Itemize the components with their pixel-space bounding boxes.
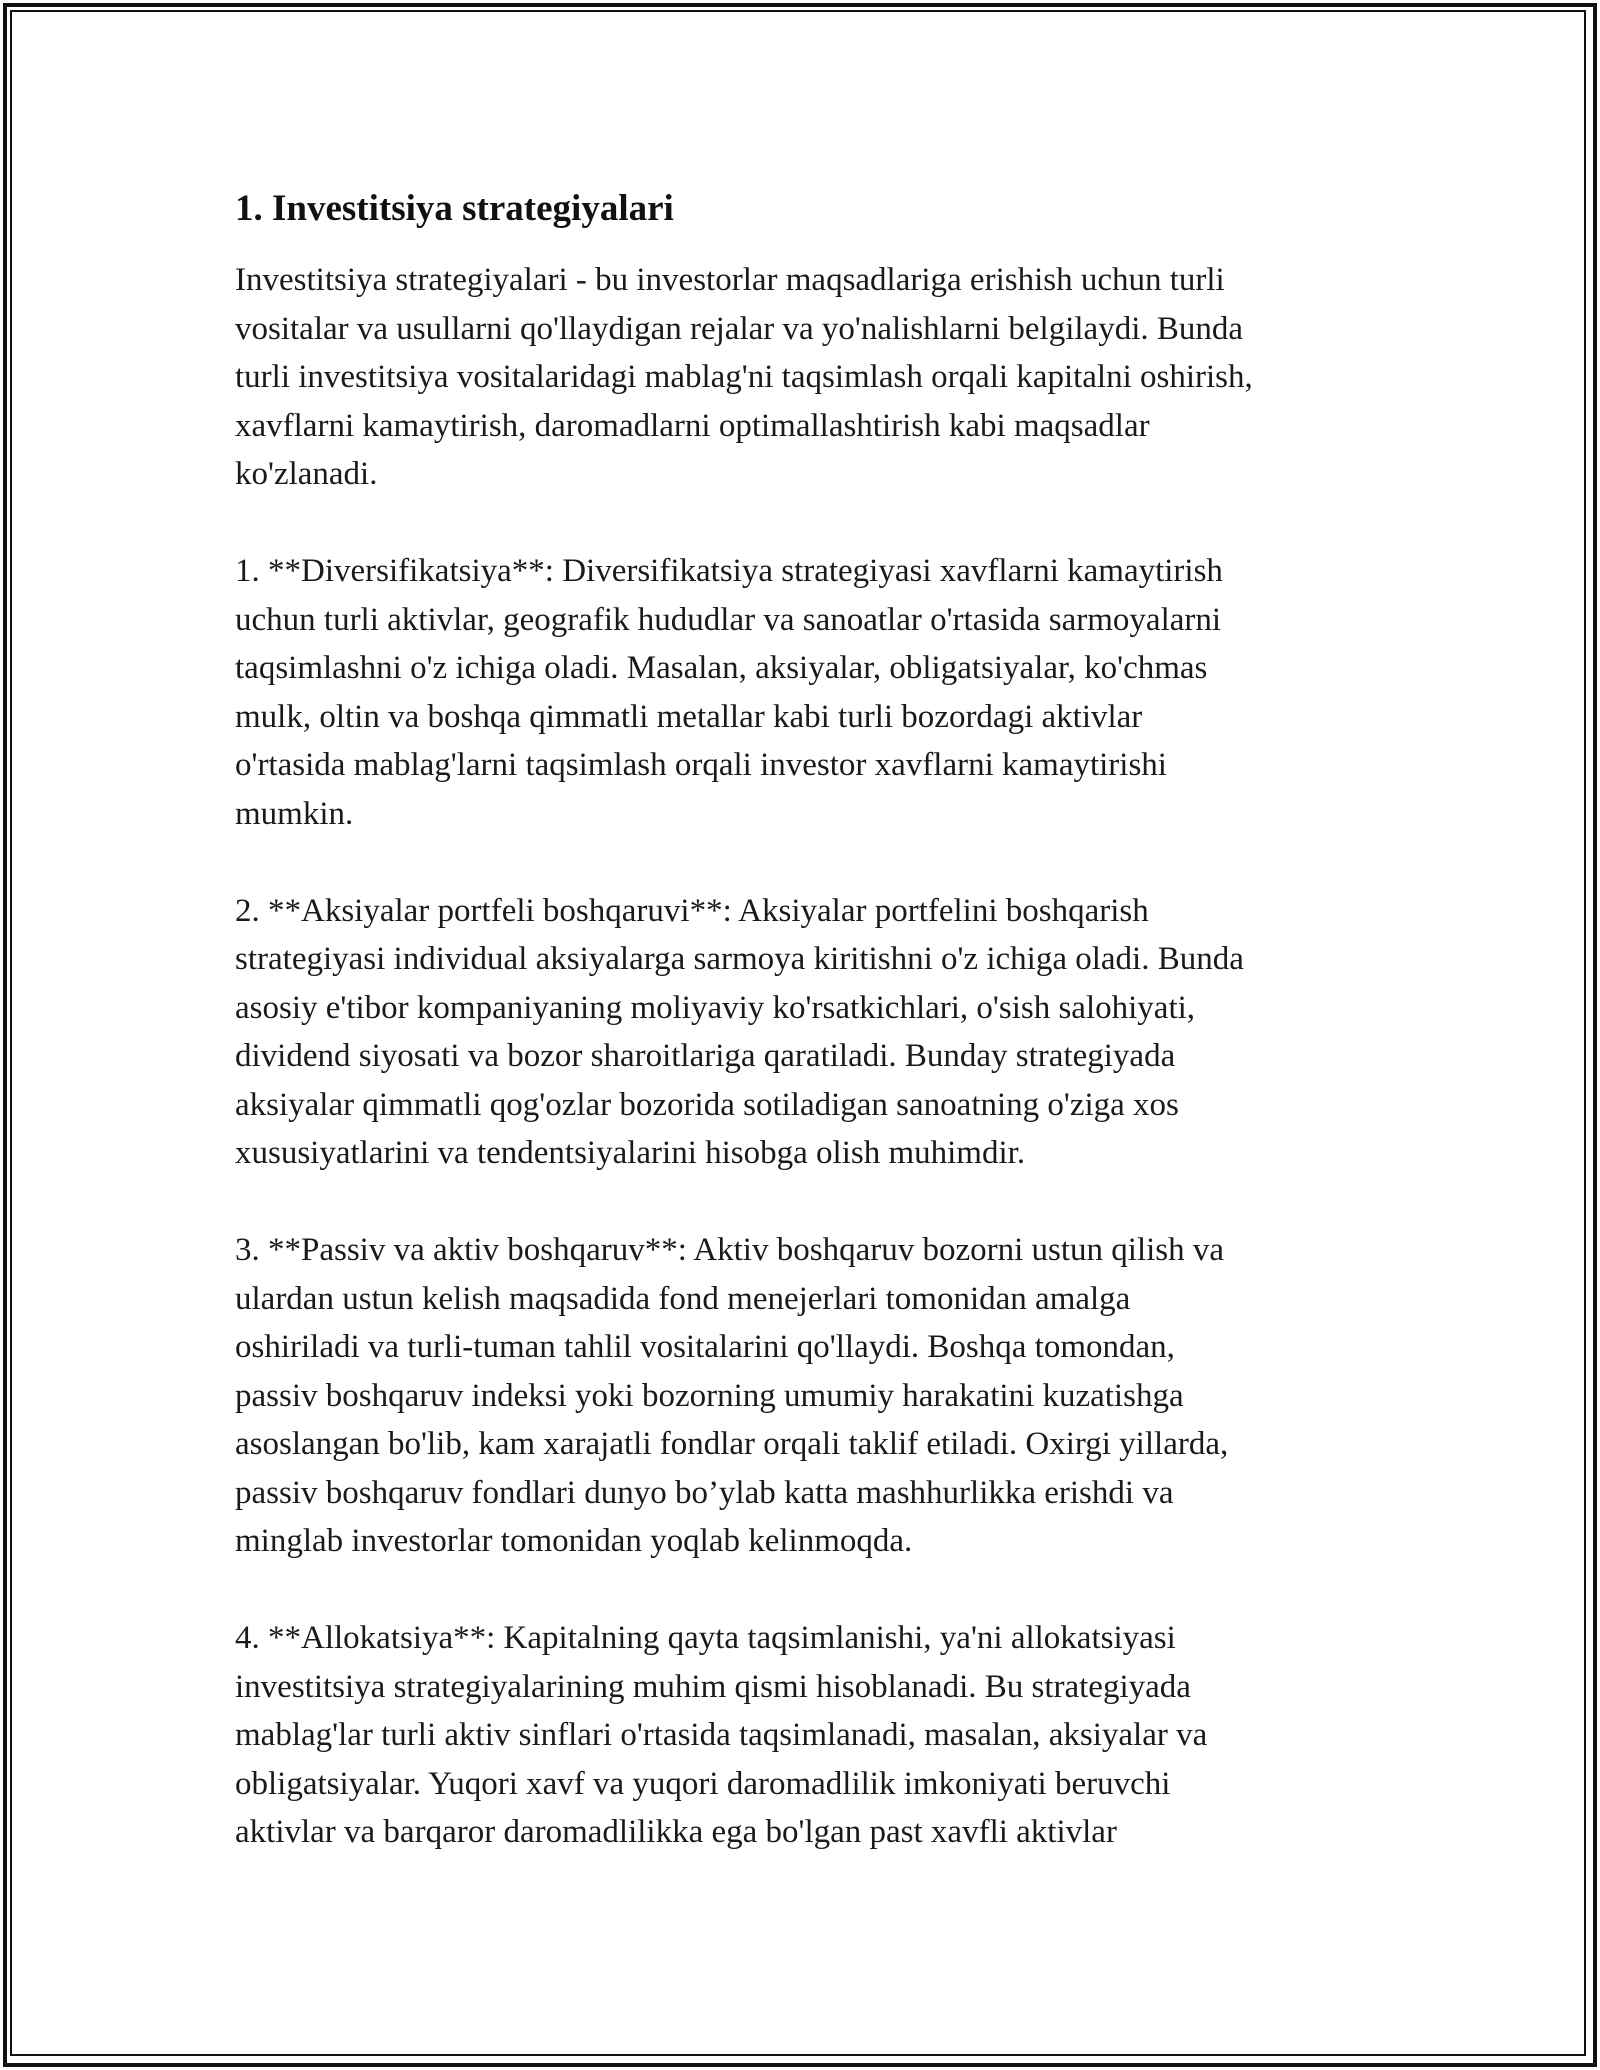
paragraph-line: vositalar va usullarni qo'llaydigan rejalar va yo'nalishlarni belgilaydi. Bunda [235,310,1244,347]
paragraph-line: aktivlar va barqaror daromadlilikka ega bo'lgan past xavfli aktivlar [235,1814,1117,1850]
paragraph-line: turli investitsiya vositalaridagi mablag'ni taqsimlash orqali kapitalni oshirish, [235,359,1253,395]
paragraph-line: 2. **Aksiyalar portfeli boshqaruvi**: Aksiyalar portfelini boshqarish [235,892,1149,929]
paragraph-line: mablag'lar turli aktiv sinflari o'rtasida taqsimlanadi, masalan, aksiyalar va [235,1717,1208,1753]
paragraph-line: investitsiya strategiyalarining muhim qismi hisoblanadi. Bu strategiyada [235,1668,1191,1705]
paragraph-line: minglab investorlar tomonidan yoqlab kelinmoqda. [235,1523,913,1559]
paragraph-line: aksiyalar qimmatli qog'ozlar bozorida sotiladigan sanoatning o'ziga xos [235,1086,1179,1123]
paragraph-line: passiv boshqaruv fondlari dunyo bo’ylab katta mashhurlikka erishdi va [235,1474,1174,1511]
paragraph [235,1614,1385,1857]
paragraph-line: uchun turli aktivlar, geografik hududlar va sanoatlar o'rtasida sarmoyalarni [235,601,1222,638]
paragraph-line: xususiyatlarini va tendentsiyalarini hisobga olish muhimdir. [235,1135,1026,1171]
paragraph-line: 1. **Diversifikatsiya**: Diversifikatsiya strategiyasi xavflarni kamaytirish [235,553,1223,589]
paragraph-line: xavflarni kamaytirish, daromadlarni optimallashtirish kabi maqsadlar [235,407,1150,444]
paragraph-line: 4. **Allokatsiya**: Kapitalning qayta taqsimlanishi, ya'ni allokatsiyasi [235,1620,1176,1656]
paragraph-line: mumkin. [235,795,354,832]
paragraph-line: oshiriladi va turli-tuman tahlil vositalarini qo'llaydi. Boshqa tomondan, [235,1329,1175,1365]
paragraph-line: asosiy e'tibor kompaniyaning moliyaviy ko'rsatkichlari, o'sish salohiyati, [235,989,1196,1026]
paragraph-line: mulk, oltin va boshqa qimmatli metallar kabi turli bozordagi aktivlar [235,698,1143,735]
paragraph [235,547,1385,838]
paragraph-line: obligatsiyalar. Yuqori xavf va yuqori daromadlilik imkoniyati beruvchi [235,1765,1171,1802]
paragraph [235,887,1385,1178]
paragraph-line: 3. **Passiv va aktiv boshqaruv**: Aktiv boshqaruv bozorni ustun qilish va [235,1232,1225,1268]
paragraph-line: asoslangan bo'lib, kam xarajatli fondlar orqali taklif etiladi. Oxirgi yillarda, [235,1426,1229,1462]
paragraph-line: dividend siyosati va bozor sharoitlariga qaratiladi. Bunday strategiyada [235,1038,1176,1074]
paragraph [235,1226,1385,1566]
paragraph-list [235,256,1385,1857]
paragraph [235,256,1385,499]
paragraph-line: Investitsiya strategiyalari - bu investorlar maqsadlariga erishish uchun turli [235,262,1225,298]
document-body [235,185,1385,1905]
paragraph-line: o'rtasida mablag'larni taqsimlash orqali investor xavflarni kamaytirishi [235,747,1167,783]
paragraph-line: strategiyasi individual aksiyalarga sarmoya kiritishni o'z ichiga oladi. Bunda [235,941,1244,977]
paragraph-line: ulardan ustun kelish maqsadida fond menejerlari tomonidan amalga [235,1280,1131,1317]
paragraph-line: passiv boshqaruv indeksi yoki bozorning umumiy harakatini kuzatishga [235,1377,1184,1414]
section-heading: 1. Investitsiya strategiyalari [235,188,674,229]
paragraph-line: taqsimlashni o'z ichiga oladi. Masalan, aksiyalar, obligatsiyalar, ko'chmas [235,650,1208,686]
paragraph-line: ko'zlanadi. [235,456,378,492]
